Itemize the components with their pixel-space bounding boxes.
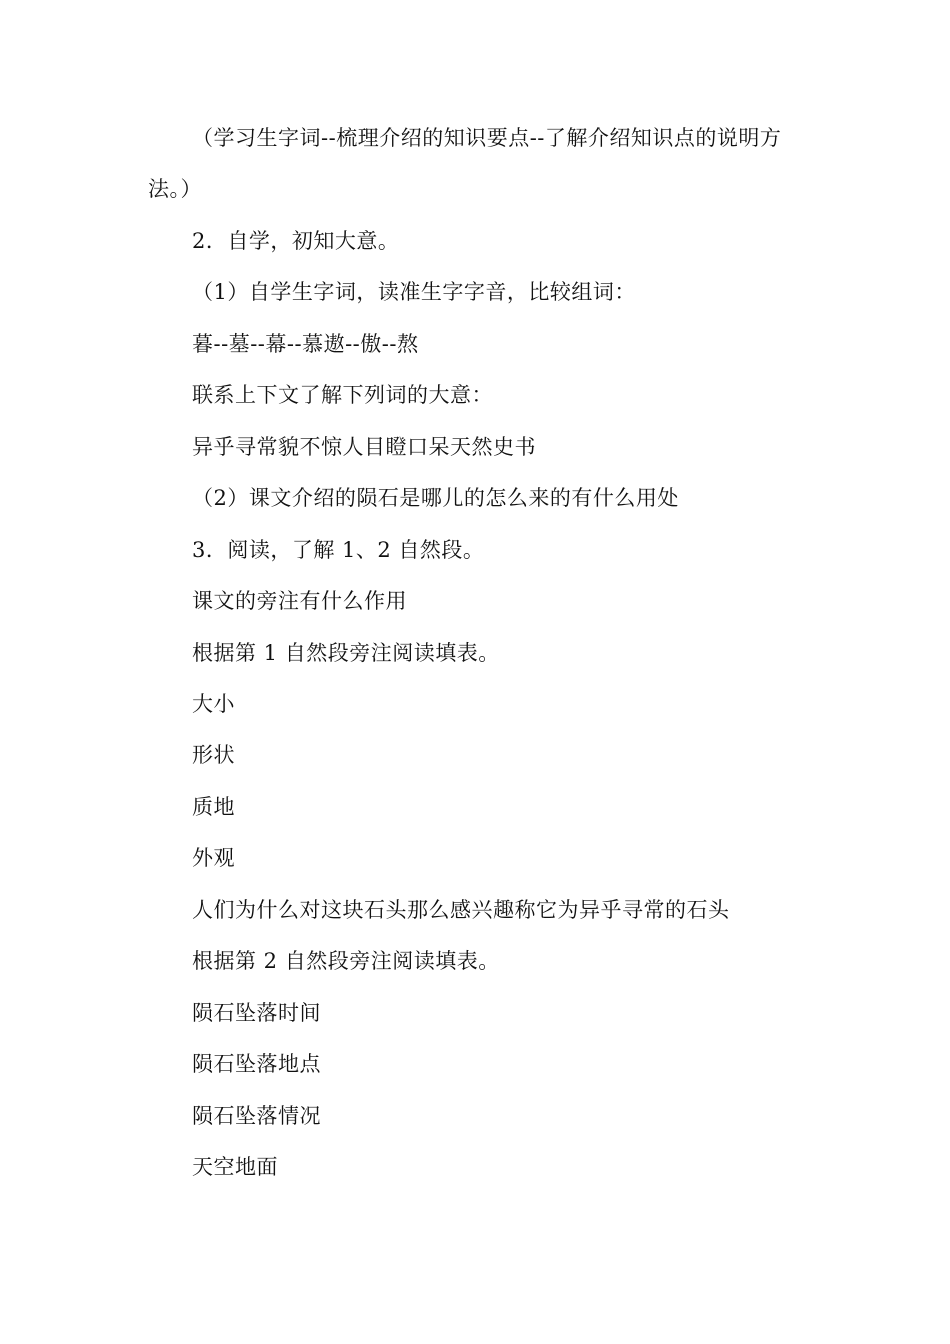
text-line-18: 陨石坠落时间	[192, 1001, 321, 1025]
text-line-5: 暮--墓--幕--慕遨--傲--熬	[192, 332, 419, 356]
text-line-4: （1）自学生字词，读准生字字音，比较组词：	[192, 280, 636, 304]
text-line-14: 质地	[192, 795, 235, 819]
text-line-8: （2）课文介绍的陨石是哪儿的怎么来的有什么用处	[192, 486, 679, 510]
text-line-7: 异乎寻常貌不惊人目瞪口呆天然史书	[192, 435, 536, 459]
text-line-16: 人们为什么对这块石头那么感兴趣称它为异乎寻常的石头	[192, 898, 730, 922]
text-line-17: 根据第 2 自然段旁注阅读填表。	[192, 949, 500, 973]
text-line-21: 天空地面	[192, 1155, 278, 1179]
text-line-20: 陨石坠落情况	[192, 1104, 321, 1128]
text-line-2: 法。）	[148, 177, 202, 201]
text-line-13: 形状	[192, 743, 235, 767]
text-line-1: （学习生字词--梳理介绍的知识要点--了解介绍知识点的说明方	[192, 126, 782, 150]
text-line-3: 2．自学，初知大意。	[192, 229, 400, 253]
text-line-19: 陨石坠落地点	[192, 1052, 321, 1076]
text-line-9: 3．阅读，了解 1、2 自然段。	[192, 538, 485, 562]
text-line-12: 大小	[192, 692, 235, 716]
text-line-15: 外观	[192, 846, 235, 870]
text-line-6: 联系上下文了解下列词的大意：	[192, 383, 493, 407]
text-line-10: 课文的旁注有什么作用	[192, 589, 407, 613]
text-line-11: 根据第 1 自然段旁注阅读填表。	[192, 641, 500, 665]
